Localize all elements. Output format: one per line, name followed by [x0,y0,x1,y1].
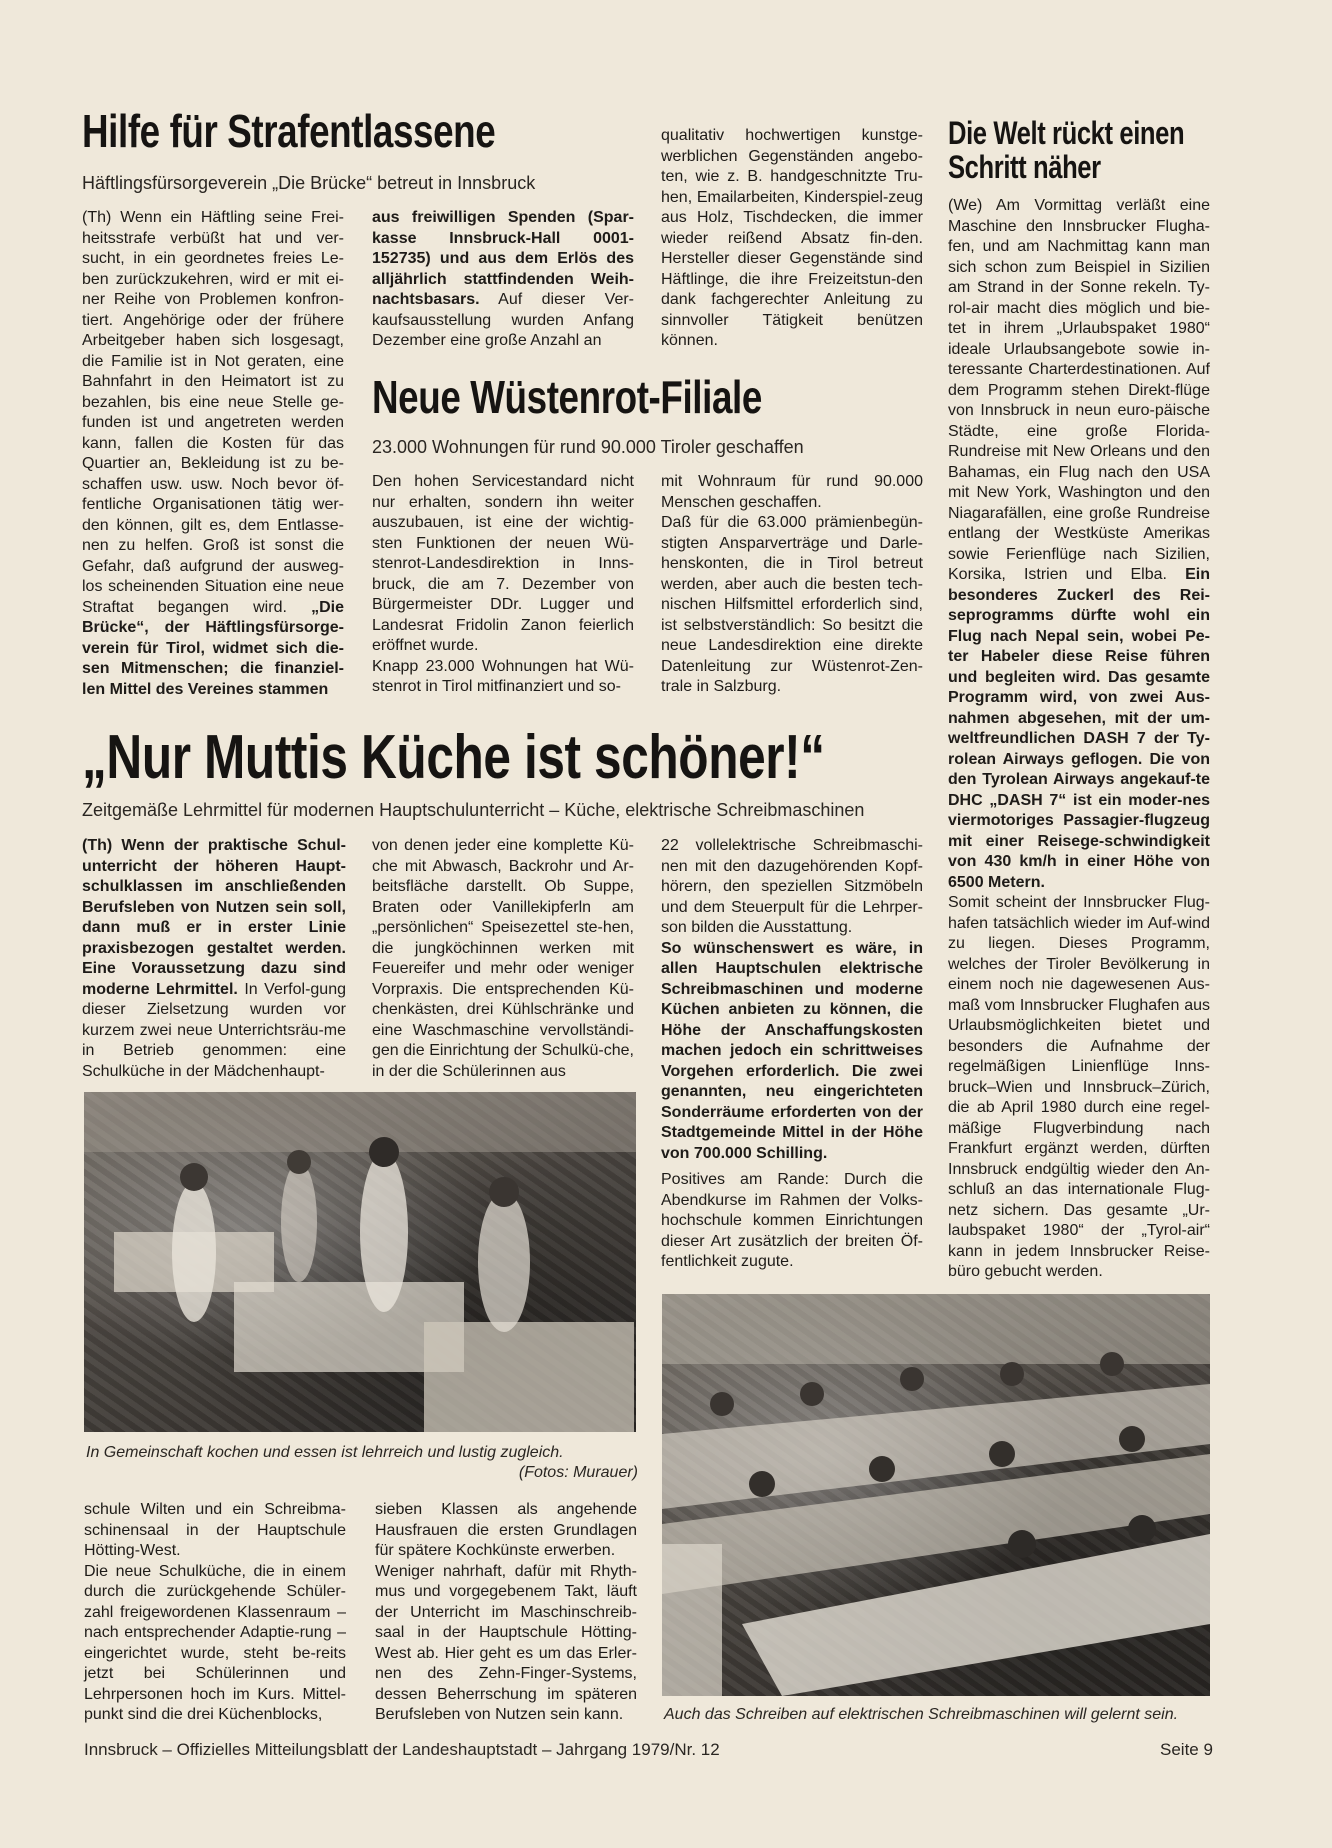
photo-credit: (Fotos: Murauer) [518,1464,638,1481]
article1-col2-text: Auf dieser Ver-kaufsausstellung wurden Anfang Dezember eine große Anzahl an [372,291,634,349]
article2-subtitle: 23.000 Wohnungen für rund 90.000 Tiroler geschaffen [372,437,804,457]
article1-col1-text: (Th) Wenn ein Häftling seine Frei-heitsstrafe verbüßt hat und ver-sucht, in ein geordnetes freies Le-ben zurückzukehren, wird er mit ei-ner Reihe von Problemen konfron-tiert. Angehörige oder der frühere Arbeitgeber haben sich losgesagt, die Familie ist in Not geraten, eine Bahnfahrt in den Heimatort ist zu bezahlen, bis eine neue Stelle ge-funden ist und angetreten werden kann, fallen die Kosten für das Quartier an, Bekleidung ist zu be-schaffen usw. usw. Noch bevor öf-fentliche Organisationen tätig wer-den können, gilt es, dem Entlasse-nen zu helfen. Groß ist sonst die Gefahr, daß aufgrund der ausweg-los scheinenden Situation eine neue Straftat begangen wird. [82,209,344,616]
article1-col2-bold: aus freiwilligen Spenden (Spar-kasse Innsbruck-Hall 0001-152735) und aus dem Erlös des alljährlich stattfindenden Weih-nachtsbasars. [372,209,634,308]
article3-col3-text: 22 vollelektrische Schreibmaschi-nen mit den dazugehörenden Kopf-hörern, den speziellen Sitzmöbeln und dem Steuerpult für die Lehrper-son bilden die Ausstattung. [661,837,923,936]
article1-col1-bold: „Die Brücke“, der Häftlingsfürsorge-verein für Tirol, widmet sich die-sen Mitmenschen; die finanziel-len Mittel des Vereines stammen [82,598,344,698]
article3-col3-p2: Positives am Rande: Durch die Abendkurse im Rahmen der Volks-hochschule kommen Einrichtungen dieser Art zusätzlich der breiten Öf-fentlichkeit zugute. [661,1171,923,1270]
article3-title: „Nur Muttis Küche ist schöner!“ [82,723,825,792]
article3-lower-col1-text: schule Wilten und ein Schreibma-schinensaal in der Hauptschule Hötting-West. [84,1501,346,1559]
article1-title: Hilfe für Strafentlassene [82,105,496,157]
article3-lower-column-1 [84,1500,346,1722]
article3-column-1 [82,836,346,1086]
article4-p1-bold: Ein besonderes Zuckerl des Rei-seprogramms dürfte wohl ein Flug nach Nepal sein, wobei Pe-ter Habeler diese Reise führen und begleiten wird. Das gesamte Programm wird, von zwei Aus-nahmen abgesehen, mit der um-weltfreundlichen DASH 7 der Ty-rolean Airways geflogen. Die von den Tyrolean Airways angekauf-te DHC „DASH 7“ ist ein moder-nes viermotoriges Passagier-flugzeug mit einer Reisege-schwindigkeit von 430 km/h in einer Höhe von 6500 Metern. [948,566,1210,891]
article4-column [948,196,1210,1280]
article2-column-1 [372,472,634,694]
article3-lower-col2-text: sieben Klassen als angehende Hausfrauen die ersten Grundlagen für spätere Kochkünste erwerben. [375,1501,637,1559]
article4-p2: Somit scheint der Innsbrucker Flug-hafen tatsächlich wieder im Auf-wind zu liegen. Dieses Programm, welches der Tiroler Bevölkerung in einem noch nie dagewesenen Aus-maß vom Innsbrucker Flughafen aus Urlaubsmöglichkeiten bietet und besonders die Aufnahme der regelmäßigen Linienflüge Inns-bruck–Wien und Innsbruck–Zürich, die ab April 1980 durch eine regel-mäßige Flugverbindung nach Frankfurt ergänzt werden, dürften Innsbruck endgültig wieder den An-schluß an das internationale Flug-netz sichern. Das gesamte „Ur-laubspaket 1980“ der „Tyrol-air“ kann in jedem Innsbrucker Reise-büro gebucht werden. [948,894,1210,1280]
footer-page-number: Seite 9 [1160,1740,1213,1759]
footer-publication: Innsbruck – Offizielles Mitteilungsblatt der Landeshauptstadt – Jahrgang 1979/Nr. 12 [84,1740,720,1759]
article1-column-3 [661,126,923,352]
article2-col2-text: mit Wohnraum für rund 90.000 Menschen geschaffen. [661,473,923,511]
article3-lower-col1-p2: Die neue Schulküche, die in einem durch die zurückgehende Schüler-zahl freigewordenen Klassenraum – nach entsprechender Adaptie-rung – eingerichtet wurde, steht be-reits jetzt bei Schülerinnen und Lehrpersonen hoch im Kurs. Mittel-punkt sind die drei Küchenblocks, [84,1562,346,1723]
article1-subtitle: Häftlingsfürsorgeverein „Die Brücke“ betreut in Innsbruck [82,173,536,193]
typing-class-photo [662,1294,1210,1696]
article2-column-2 [661,472,923,694]
article1-col3-text: qualitativ hochwertigen kunstge-werblichen Gegenständen angebo-ten, wie z. B. handgeschnitzte Tru-hen, Emailarbeiten, Kinderspiel-zeug aus Holz, Tischdecken, die immer wieder reißend Absatz fin-den. Hersteller dieser Gegenstände sind Häftlinge, die ihre Freizeitstun-den dank fachgerechter Anleitung zu sinnvoller Tätigkeit benützen können. [661,127,923,349]
article4-title [948,116,1184,184]
article4-title-line1: Die Welt rückt einen [948,115,1185,151]
article3-col3-bold: So wünschenswert es wäre, in allen Hauptschulen elektrische Schreibmaschinen und moderne Küchen anbieten zu können, die Höhe der Anschaffungskosten machen jedoch ein schrittweises Vorgehen erforderlich. Die zwei genannten, neu eingerichteten Sonderräume erforderten von der Stadtgemeinde Mittel in der Höhe von 700.000 Schilling. [661,939,923,1162]
kitchen-photo [84,1092,636,1432]
article4-title-line2: Schritt näher [948,149,1101,185]
article3-lower-col2-p2: Weniger nahrhaft, dafür mit Rhyth-mus und vorgegebenem Takt, läuft der Unterricht im Maschinschreib-saal in der Hauptschule Hötting-West ab. Hier geht es um das Erler-nen des Zehn-Finger-Systems, dessen Beherrschung im späteren Berufsleben von Nutzen sein kann. [375,1562,637,1723]
article3-column-2 [372,836,634,1086]
kitchen-photo-caption: In Gemeinschaft kochen und essen ist lehrreich und lustig zugleich. [86,1444,564,1461]
article2-col1-p2: Knapp 23.000 Wohnungen hat Wü-stenrot in Tirol mitfinanziert und so- [372,657,634,695]
article2-col1-text: Den hohen Servicestandard nicht nur erhalten, sondern ihn weiter auszubauen, ist eine der wichtig-sten Funktionen der neuen Wü-stenrot-Landesdirektion in Inns-bruck, die am 7. Dezember von Bürgermeister DDr. Lugger und Landesrat Fridolin Zanon feierlich eröffnet wurde. [372,473,634,654]
article3-column-3 [661,836,923,1270]
article3-subtitle: Zeitgemäße Lehrmittel für modernen Hauptschulunterricht – Küche, elektrische Schreibmaschinen [82,800,865,820]
article3-col1-text: In Verfol-gung dieser Zielsetzung wurden vor kurzem zwei neue Unterrichtsräu-me in Betrieb genommen: eine Schulküche in der Mädchenhaupt- [82,980,346,1080]
article1-column-2 [372,208,634,352]
article3-col1-bold: (Th) Wenn der praktische Schul-unterricht der höheren Haupt-schulklassen im anschließenden Berufsleben von Nutzen sein soll, dann muß er in erster Linie praxisbezogen gestaltet werden. Eine Voraussetzung dazu sind moderne Lehrmittel. [82,837,346,998]
typing-class-photo-caption: Auch das Schreiben auf elektrischen Schreibmaschinen will gelernt sein. [664,1706,1179,1723]
article4-p1: (We) Am Vormittag verläßt eine Maschine den Innsbrucker Flugha-fen, und am Nachmittag kann man sich schon zum Beispiel in Sizilien am Strand in der Sonne rekeln. Ty-rol-air macht dies möglich und bie-tet in ihrem „Urlaubspaket 1980“ ideale Urlaubsangebote sowie in-teressante Charterdestinationen. Auf dem Programm stehen Direkt-flüge von Innsbruck in neun euro-päische Städte, eine große Florida-Rundreise mit New Orleans und den Bahamas, ein Flug nach den USA mit New York, Washington und den Niagarafällen, eine große Rundreise entlang der Westküste Amerikas sowie Ferienflüge nach Sizilien, Korsika, Istrien und Elba. [948,197,1210,583]
article2-col2-p2: Daß für die 63.000 prämienbegün-stigten Ansparverträge und Darle-henskonten, die in Tirol betreut werden, aber auch die besten tech-nischen Hilfsmittel erforderlich sind, ist selbstverständlich: So besitzt die neue Landesdirektion eine direkte Datenleitung zur Wüstenrot-Zen-trale in Salzburg. [661,514,923,695]
article2-title: Neue Wüstenrot-Filiale [372,371,762,423]
article3-lower-column-2 [375,1500,637,1722]
article3-col2-text: von denen jeder eine komplette Kü-che mit Abwasch, Backrohr und Ar-beitsfläche darstellt. Ob Suppe, Braten oder Vanillekipferln am „persönlichen“ Speisezettel ste-hen, die jungköchinnen werken mit Feuereifer und mehr oder weniger Vorpraxis. Die entsprechenden Kü-chenkästen, drei Kühlschränke und eine Waschmaschine vervollständi-gen die Einrichtung der Schulkü-che, in der die Schülerinnen aus [372,837,634,1080]
article1-column-1 [82,208,344,702]
